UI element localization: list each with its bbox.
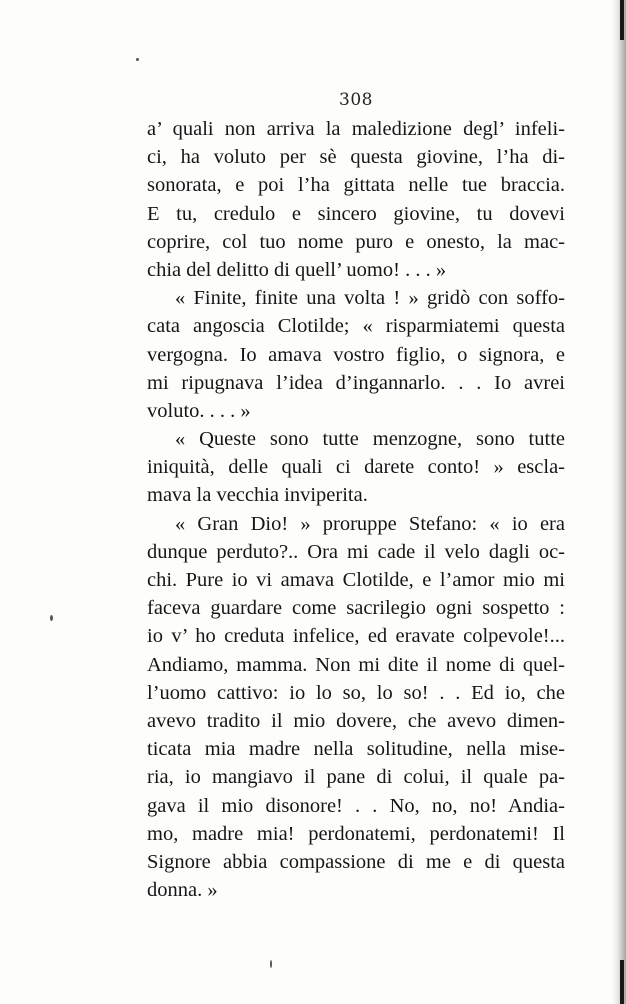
text-line: faceva guardare come sacrilegio ogni sospetto : (147, 597, 565, 620)
paper-speck (50, 615, 53, 621)
text-line: cata angoscia Clotilde; « risparmiatemi questa (147, 315, 565, 338)
text-line: mi ripugnava l’idea d’ingannarlo. . . Io avrei (147, 371, 565, 394)
text-line: voluto. . . . » (147, 399, 251, 422)
text-line: Signore abbia compassione di me e di questa (147, 850, 565, 873)
paper-speck (270, 960, 272, 968)
text-line: mava la vecchia inviperita. (147, 484, 368, 507)
text-line: « Gran Dio! » proruppe Stefano: « io era (175, 512, 565, 535)
text-line: vergogna. Io amava vostro figlio, o signora, e (147, 343, 565, 366)
text-line: chi. Pure io vi amava Clotilde, e l’amor mio mi (147, 569, 565, 591)
text-line: « Queste sono tutte menzogne, sono tutte (175, 428, 565, 451)
page-number: 308 (339, 90, 373, 110)
text-line: dunque perduto?.. Ora mi cade il velo dagli oc- (147, 540, 565, 563)
text-line: ticata mia madre nella solitudine, nella mise- (147, 738, 565, 761)
text-line: avevo tradito il mio dovere, che avevo dimen- (147, 709, 565, 732)
text-line: mo, madre mia! perdonatemi, perdonatemi! Il (147, 822, 565, 845)
text-line: a’ quali non arriva la maledizione degl’ infeli- (147, 118, 565, 140)
text-line: gava il mio disonore! . . No, no, no! Andia- (147, 794, 565, 817)
text-line: l’uomo cattivo: io lo so, lo so! . . Ed io, che (147, 681, 565, 704)
text-line: io v’ ho creduta infelice, ed eravate colpevole!... (147, 625, 565, 648)
text-line: iniquità, delle quali ci darete conto! » escla- (147, 456, 565, 479)
paper-speck (136, 58, 139, 61)
page-edge-shadow (612, 0, 626, 1004)
text-line: ria, io mangiavo il pane di colui, il quale pa- (147, 766, 565, 789)
text-line: « Finite, finite una volta ! » gridò con soffo- (175, 287, 565, 310)
text-line: sonorata, e poi l’ha gittata nelle tue braccia. (147, 174, 565, 197)
text-line: donna. » (147, 879, 218, 902)
text-line: ci, ha voluto per sè questa giovine, l’ha di- (147, 146, 565, 169)
text-line: Andiamo, mamma. Non mi dite il nome di quel- (147, 653, 565, 676)
edge-mark (620, 0, 624, 40)
body-text (147, 115, 565, 904)
text-line: chia del delitto di quell’ uomo! . . . » (147, 258, 447, 281)
text-line: coprire, col tuo nome puro e onesto, la mac- (147, 230, 565, 253)
edge-mark (620, 960, 624, 1004)
text-line: E tu, credulo e sincero giovine, tu dovevi (147, 202, 565, 225)
